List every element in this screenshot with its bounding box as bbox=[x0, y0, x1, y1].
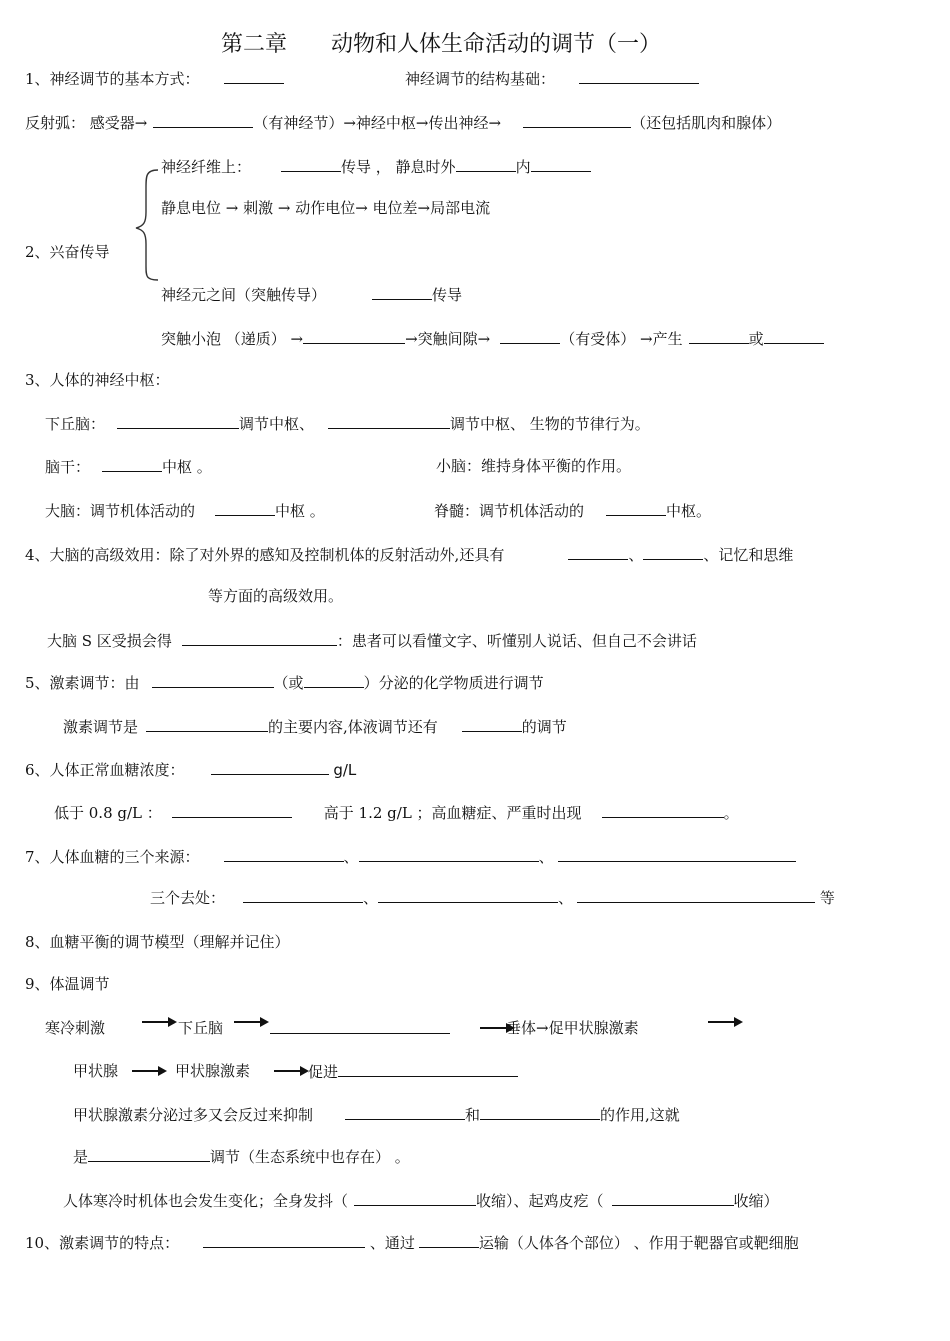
blank[interactable] bbox=[612, 1190, 734, 1206]
q4-text-c: 、记忆和思维 bbox=[703, 546, 794, 564]
blank[interactable] bbox=[328, 413, 450, 429]
body-text-c: 收缩） bbox=[733, 1192, 779, 1210]
blank[interactable] bbox=[643, 544, 703, 560]
blank[interactable] bbox=[419, 1232, 479, 1248]
cerebellum-line: 小脑：维持身体平衡的作用。 bbox=[436, 457, 632, 475]
blank[interactable] bbox=[224, 68, 284, 84]
arrow-right-icon bbox=[706, 1014, 744, 1030]
syn-text-a: 突触小泡 （递质） → bbox=[161, 330, 304, 348]
arrow-right-icon bbox=[272, 1063, 310, 1079]
q1-label: 1、神经调节的基本方式： bbox=[25, 70, 200, 88]
blank[interactable] bbox=[270, 1018, 450, 1034]
blank[interactable] bbox=[281, 156, 341, 172]
blank-wrap bbox=[270, 1018, 450, 1039]
blank[interactable] bbox=[523, 112, 631, 128]
hypo-text-a: 下丘脑： bbox=[45, 415, 106, 433]
reflex-text-b: （有神经节）→神经中枢→传出神经→ bbox=[253, 114, 502, 132]
q4-line2: 等方面的高级效用。 bbox=[208, 587, 344, 605]
blank[interactable] bbox=[354, 1190, 476, 1206]
s-area-text-a: 大脑 S 区受损会得 bbox=[47, 632, 172, 650]
blank[interactable] bbox=[153, 112, 253, 128]
q10-text-a: 10、激素调节的特点： bbox=[25, 1234, 180, 1252]
promote-text: 促进 bbox=[308, 1063, 339, 1081]
thyroid: 甲状腺 bbox=[73, 1062, 119, 1080]
fiber-text-c: 内 bbox=[515, 158, 531, 176]
q10-text-b: 、通过 bbox=[369, 1234, 415, 1252]
spine-text-b: 中枢。 bbox=[666, 502, 712, 520]
q1-structure bbox=[405, 68, 699, 89]
curly-brace-icon bbox=[132, 166, 162, 284]
q6-unit: g/L bbox=[333, 761, 357, 779]
body-text-a: 人体寒冷时机体也会发生变化；全身发抖（ bbox=[63, 1192, 349, 1210]
q10-line bbox=[25, 1232, 799, 1253]
syn-text-b: →突触间隙→ bbox=[405, 330, 491, 348]
fiber-text-b: 传导 ， 静息时外 bbox=[341, 158, 456, 176]
reflex-arc-line bbox=[25, 112, 781, 133]
blank[interactable] bbox=[558, 846, 796, 862]
neuron-text-a: 神经元之间（突触传导） bbox=[161, 286, 327, 304]
body-change-line bbox=[63, 1190, 779, 1211]
blank[interactable] bbox=[462, 716, 522, 732]
blank[interactable] bbox=[568, 544, 628, 560]
spinal-line bbox=[434, 500, 711, 521]
stem-text-a: 脑干： bbox=[45, 458, 91, 476]
fiber-line bbox=[161, 156, 591, 177]
cold-stimulus: 寒冷刺激 bbox=[45, 1019, 106, 1037]
q1-line bbox=[25, 68, 284, 89]
sep: 、 bbox=[538, 848, 554, 866]
blank[interactable] bbox=[303, 328, 405, 344]
arrow-right-icon bbox=[232, 1014, 270, 1030]
blank[interactable] bbox=[304, 672, 364, 688]
blank[interactable] bbox=[500, 328, 560, 344]
blank[interactable] bbox=[764, 328, 824, 344]
neuron-line bbox=[161, 284, 462, 305]
sep: 、 bbox=[363, 889, 379, 907]
q7-text-b: 三个去处： bbox=[150, 889, 226, 907]
fiber-text-a: 神经纤维上： bbox=[161, 158, 252, 176]
syn-text-c: （有受体） →产生 bbox=[560, 330, 683, 348]
cerebrum-line bbox=[45, 500, 325, 521]
cort-text-a: 大脑：调节机体活动的 bbox=[45, 502, 196, 520]
blank[interactable] bbox=[359, 846, 539, 862]
q5-text-a: 5、激素调节：由 bbox=[25, 674, 140, 692]
s-area-line bbox=[47, 630, 697, 651]
q5-text-e: 的主要内容,体液调节还有 bbox=[268, 718, 438, 736]
blank[interactable] bbox=[243, 887, 363, 903]
blank[interactable] bbox=[531, 156, 591, 172]
fb-text-a: 甲状腺激素分泌过多又会反过来抑制 bbox=[73, 1106, 314, 1124]
blank[interactable] bbox=[211, 759, 329, 775]
sep: 、 bbox=[558, 889, 574, 907]
q1-label2: 神经调节的结构基础： bbox=[405, 70, 556, 88]
reflex-text-a: 反射弧： 感受器→ bbox=[25, 114, 148, 132]
q7-line2 bbox=[150, 887, 835, 908]
arrow-right-icon bbox=[130, 1063, 168, 1079]
blank[interactable] bbox=[102, 456, 162, 472]
q4-line bbox=[25, 544, 793, 565]
q6-text-a: 6、人体正常血糖浓度： bbox=[25, 761, 185, 779]
blank[interactable] bbox=[372, 284, 432, 300]
q6-text-c: 低于 0.8 g/L ： bbox=[54, 804, 162, 822]
blank[interactable] bbox=[378, 887, 558, 903]
blank[interactable] bbox=[602, 802, 724, 818]
hypothalamus: 下丘脑 bbox=[178, 1019, 224, 1037]
q7-text-c: 等 bbox=[819, 889, 835, 907]
q9-label: 9、体温调节 bbox=[25, 975, 110, 993]
q5-line bbox=[25, 672, 544, 693]
blank[interactable] bbox=[224, 846, 344, 862]
blank[interactable] bbox=[146, 716, 268, 732]
synapse-line bbox=[161, 328, 824, 349]
blank[interactable] bbox=[689, 328, 749, 344]
blank[interactable] bbox=[182, 630, 337, 646]
blank[interactable] bbox=[117, 413, 239, 429]
s-area-text-b: ：患者可以看懂文字、听懂别人说话、但自己不会讲话 bbox=[336, 632, 697, 650]
blank[interactable] bbox=[456, 156, 516, 172]
blank[interactable] bbox=[579, 68, 699, 84]
spine-text-a: 脊髓：调节机体活动的 bbox=[434, 502, 585, 520]
is-text-a: 是 bbox=[73, 1148, 89, 1166]
neuron-text-b: 传导 bbox=[432, 286, 463, 304]
arrow-right-icon bbox=[140, 1014, 178, 1030]
feedback-line bbox=[73, 1104, 680, 1125]
blank[interactable] bbox=[172, 802, 292, 818]
q6-line2 bbox=[54, 802, 739, 823]
q6-text-e: 。 bbox=[723, 804, 739, 822]
blank[interactable] bbox=[577, 887, 815, 903]
q6-text-d: 高于 1.2 g/L ；高血糖症、严重时出现 bbox=[323, 804, 582, 822]
q5-text-d: 激素调节是 bbox=[63, 718, 139, 736]
fb-text-c: 的作用,这就 bbox=[600, 1106, 680, 1124]
q7-line bbox=[25, 846, 796, 867]
q5-line2 bbox=[63, 716, 567, 737]
brainstem-line bbox=[45, 456, 212, 477]
hypothalamus-line bbox=[45, 413, 650, 434]
body-text-b: 收缩）、起鸡皮疙（ bbox=[476, 1192, 604, 1210]
potential-line: 静息电位 → 刺激 → 动作电位→ 电位差→局部电流 bbox=[161, 199, 491, 217]
q10-text-c: 运输（人体各个部位） 、作用于靶器官或靶细胞 bbox=[478, 1234, 799, 1252]
cort-text-b: 中枢 。 bbox=[275, 502, 325, 520]
q4-text-a: 4、大脑的高级效用：除了对外界的感知及控制机体的反射活动外,还具有 bbox=[25, 546, 505, 564]
q5-text-f: 的调节 bbox=[521, 718, 567, 736]
blank[interactable] bbox=[88, 1146, 210, 1162]
q5-text-b: （或 bbox=[273, 674, 304, 692]
hypo-text-b: 调节中枢、 bbox=[239, 415, 315, 433]
pituitary-line: 垂体→促甲状腺激素 bbox=[506, 1019, 639, 1037]
blank[interactable] bbox=[203, 1232, 365, 1248]
is-text-b: 调节（生态系统中也存在） 。 bbox=[210, 1148, 410, 1166]
q8-line: 8、血糖平衡的调节模型（理解并记住） bbox=[25, 933, 290, 951]
blank[interactable] bbox=[480, 1104, 600, 1120]
q3-label: 3、人体的神经中枢： bbox=[25, 371, 170, 389]
blank[interactable] bbox=[215, 500, 275, 516]
promote-line bbox=[308, 1061, 518, 1082]
q7-text-a: 7、人体血糖的三个来源： bbox=[25, 848, 200, 866]
reflex-text-c: （还包括肌肉和腺体） bbox=[631, 114, 782, 132]
q6-line bbox=[25, 759, 356, 780]
sep: 、 bbox=[343, 848, 359, 866]
fb-text-b: 和 bbox=[465, 1106, 481, 1124]
stem-text-b: 中枢 。 bbox=[162, 458, 212, 476]
blank[interactable] bbox=[338, 1061, 518, 1077]
blank[interactable] bbox=[606, 500, 666, 516]
syn-text-d: 或 bbox=[748, 330, 764, 348]
thyroxine: 甲状腺激素 bbox=[175, 1062, 251, 1080]
q5-text-c: ）分泌的化学物质进行调节 bbox=[363, 674, 544, 692]
blank[interactable] bbox=[152, 672, 274, 688]
regulation-line bbox=[73, 1146, 410, 1167]
hypo-text-c: 调节中枢、 生物的节律行为。 bbox=[450, 415, 650, 433]
page-title: 第二章 动物和人体生命活动的调节（一） bbox=[221, 32, 662, 57]
blank[interactable] bbox=[345, 1104, 465, 1120]
q4-text-b: 、 bbox=[628, 546, 644, 564]
q2-label: 2、兴奋传导 bbox=[25, 243, 110, 261]
